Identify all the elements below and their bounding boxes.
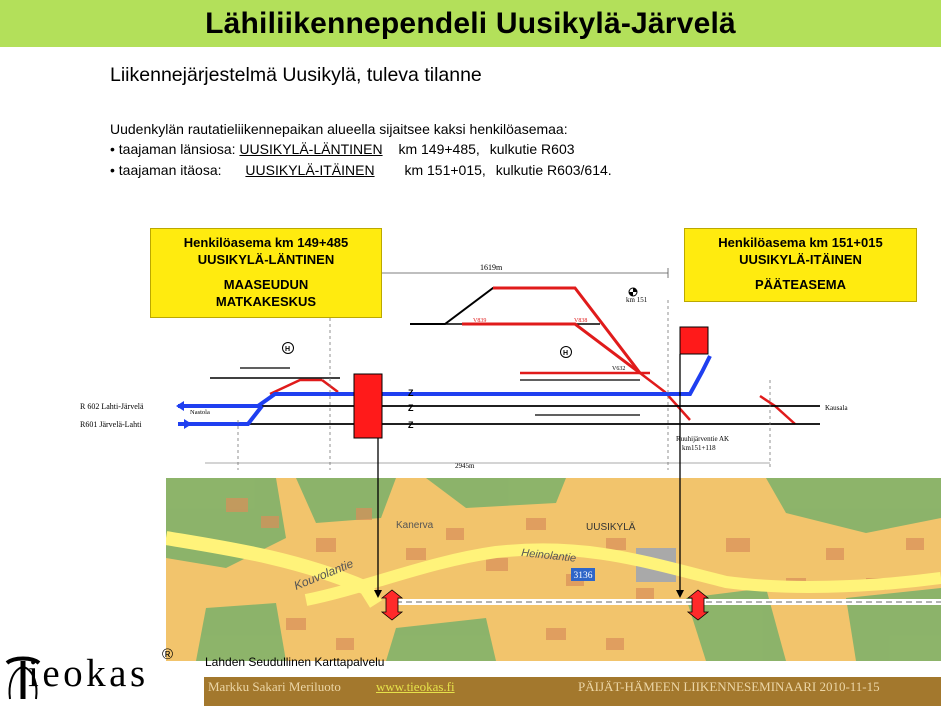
map-road-number: 3136 xyxy=(573,571,593,581)
map-road-kouvolantie: Kouvolantie xyxy=(291,556,356,593)
km-marker: km 151 xyxy=(626,296,648,304)
route-601-label: R601 Järvelä-Lahti xyxy=(80,420,142,429)
intro-lead: Uudenkylän rautatieliikennepaikan alueella sijaitsee kaksi henkilöasemaa: xyxy=(110,121,568,137)
east-box-line-3: PÄÄTEASEMA xyxy=(754,277,846,292)
svg-text:V838: V838 xyxy=(574,318,588,324)
east-box-line-1: Henkilöasema km 151+015 xyxy=(718,235,883,250)
nastola-label: Nastola xyxy=(190,409,210,416)
upper-dimension: 1619m xyxy=(480,263,503,272)
west-box-line-2: UUSIKYLÄ-LÄNTINEN xyxy=(197,252,335,267)
svg-text:V839: V839 xyxy=(473,318,487,324)
lower-dimension: 2945m xyxy=(455,462,475,470)
crossing-label-2: km151+118 xyxy=(682,444,716,452)
intro-east-prefix: • taajaman itäosa: xyxy=(110,162,222,178)
map-place-kanerva: Kanerva xyxy=(396,520,434,531)
kausala-label: Kausala xyxy=(825,404,848,412)
west-box-line-1: Henkilöasema km 149+485 xyxy=(183,235,349,250)
footer-website-link[interactable]: www.tieokas.fi xyxy=(376,679,455,694)
footer-event: PÄIJÄT-HÄMEEN LIIKENNESEMINAARI 2010-11-15 xyxy=(578,679,880,694)
svg-text:H: H xyxy=(563,350,569,357)
map-place-uusikyla: UUSIKYLÄ xyxy=(586,522,636,533)
route-602-label: R 602 Lahti-Järvelä xyxy=(80,402,144,411)
crossing-label-1: Ruuhijärventie AK xyxy=(676,435,730,443)
tieokas-logo-text: ieokas xyxy=(28,652,149,695)
intro-east-km: km 151+015, xyxy=(404,162,486,178)
slide-subtitle: Liikennejärjestelmä Uusikylä, tuleva tilanne xyxy=(110,64,482,86)
intro-west-name: UUSIKYLÄ-LÄNTINEN xyxy=(239,141,383,157)
intro-east-road: kulkutie R603/614. xyxy=(495,162,612,178)
station-box-east xyxy=(684,228,917,302)
station-box-west xyxy=(150,228,382,318)
slide-title: Lähiliikennependeli Uusikylä-Järvelä xyxy=(205,6,736,40)
footer-author: Markku Sakari Meriluoto xyxy=(208,679,341,694)
z-mark-3: Z xyxy=(408,420,414,430)
map-credit: Lahden Seudullinen Karttapalvelu xyxy=(205,655,385,669)
west-box-line-4: MATKAKESKUS xyxy=(215,294,317,309)
intro-west-prefix: • taajaman länsiosa: xyxy=(110,141,236,157)
west-box-line-3: MAASEUDUN xyxy=(223,277,309,292)
z-mark-1: Z xyxy=(408,388,414,398)
intro-west-km: km 149+485, xyxy=(398,141,480,157)
intro-west-road: kulkutie R603 xyxy=(489,141,575,157)
tieokas-logo-registered: ® xyxy=(162,646,174,663)
svg-text:V632: V632 xyxy=(612,366,626,372)
svg-text:H: H xyxy=(285,346,291,353)
z-mark-2: Z xyxy=(408,403,414,413)
map-road-heinolantie: Heinolantie xyxy=(520,547,577,565)
intro-east-name: UUSIKYLÄ-ITÄINEN xyxy=(245,162,375,178)
east-box-line-2: UUSIKYLÄ-ITÄINEN xyxy=(739,252,862,267)
